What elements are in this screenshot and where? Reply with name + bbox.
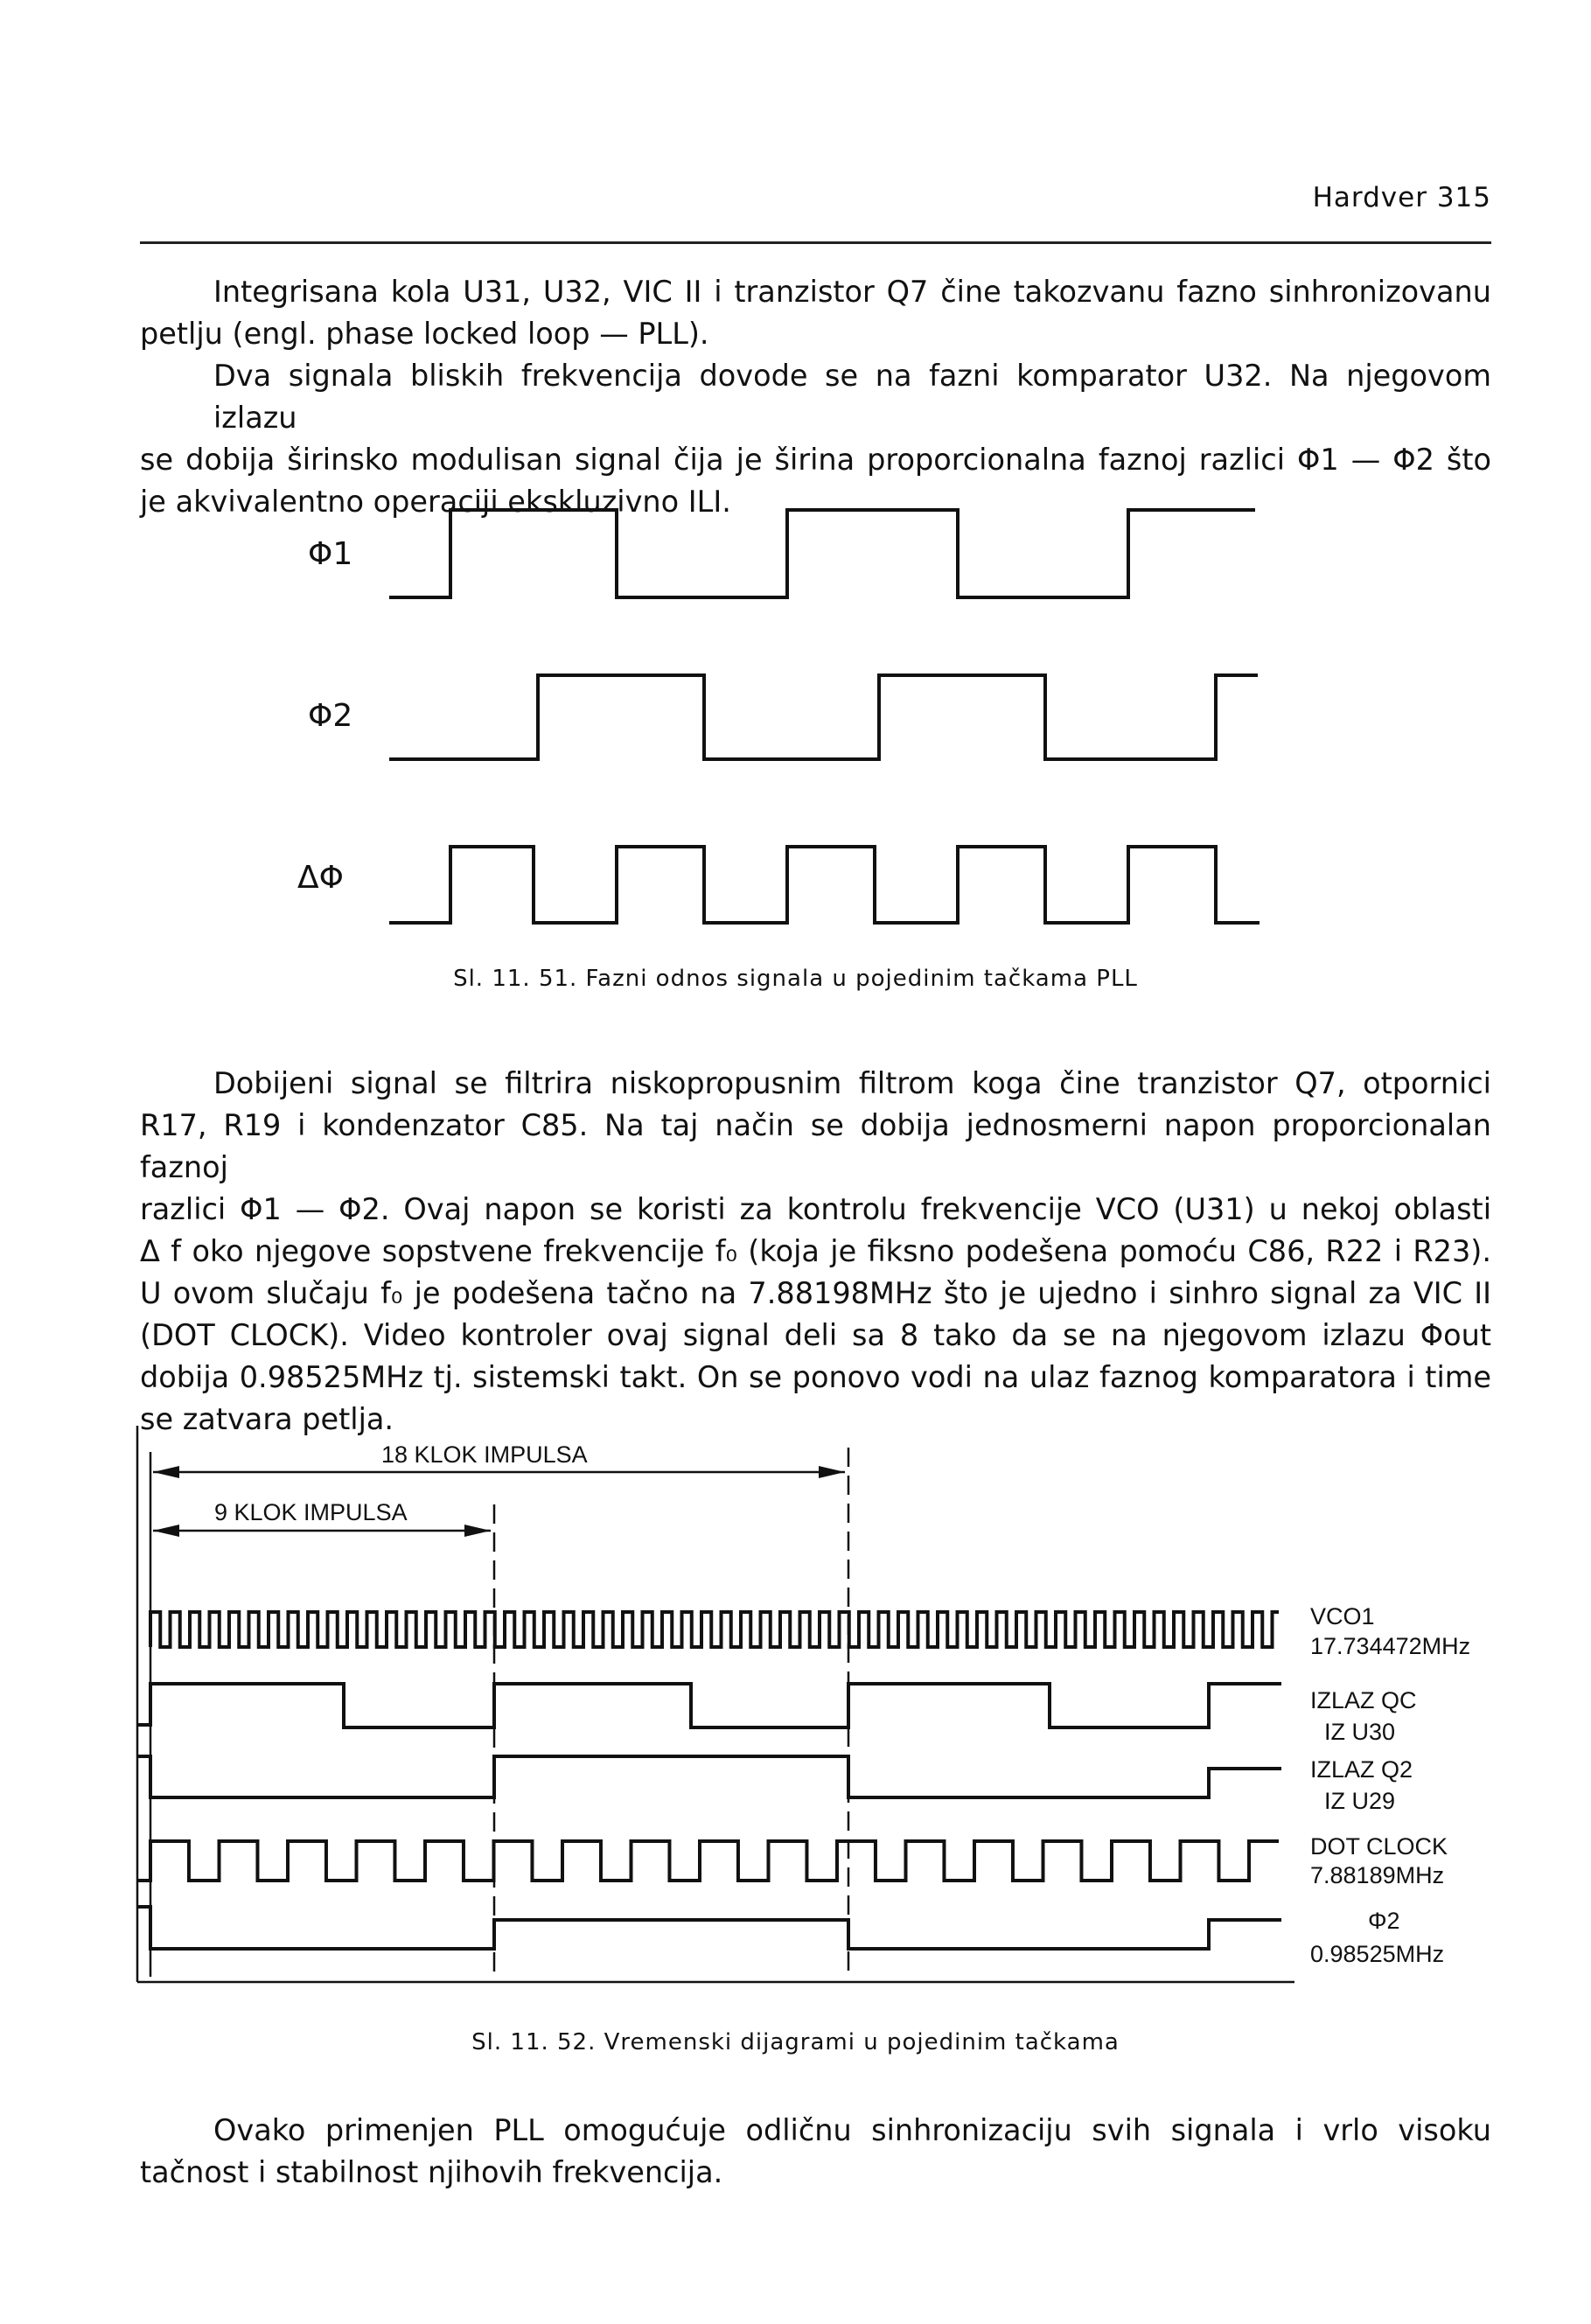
delta-phi-label: ΔΦ — [297, 860, 344, 896]
phi2-label: Φ2 — [308, 698, 353, 734]
izlaz-q2-label: IZLAZ Q2 — [1310, 1756, 1413, 1783]
paragraph-conclusion — [140, 2110, 1491, 2194]
text-line: Dva signala bliskih frekvencija dovode se na fazni komparator U32. Na njegovom izlazu — [213, 359, 1491, 435]
text-line: dobija 0.98525MHz tj. sistemski takt. On se ponovo vodi na ulaz faznog komparatora i time — [140, 1360, 1491, 1394]
phi1-waveform — [389, 510, 1255, 597]
izlaz-qc-source: IZ U30 — [1324, 1719, 1396, 1745]
phi2-signal-label: Φ2 — [1368, 1908, 1400, 1934]
text-line: se zatvara petlja. — [140, 1402, 394, 1436]
izlaz-qc-label: IZLAZ QC — [1310, 1687, 1417, 1713]
dot-clock-waveform — [137, 1841, 1279, 1881]
text-line: Δ f oko njegove sopstvene frekvencije f₀ (koja je fiksno podešena pomoću C86, R22 i R23). — [140, 1234, 1491, 1268]
text-line: U ovom slučaju f₀ je podešena tačno na 7.88198MHz što je ujedno i sinhro signal za VIC II — [140, 1276, 1491, 1310]
text-line: razlici Φ1 — Φ2. Ovaj napon se koristi za kontrolu frekvencije VCO (U31) u nekoj oblasti — [140, 1192, 1491, 1226]
arrowhead-left — [153, 1525, 179, 1537]
arrowhead-right — [464, 1525, 491, 1537]
span-18-label: 18 KLOK IMPULSA — [381, 1441, 588, 1468]
figure-11-52-caption: Sl. 11. 52. Vremenski dijagrami u pojedinim tačkama — [471, 2029, 1120, 2055]
delta-phi-waveform — [389, 847, 1260, 923]
dot-clock-label: DOT CLOCK — [1310, 1833, 1448, 1860]
text-line: R17, R19 i kondenzator C85. Na taj način se dobija jednosmerni napon proporcionalan faznoj — [140, 1108, 1491, 1184]
vco1-frequency: 17.734472MHz — [1310, 1633, 1471, 1659]
arrowhead-right — [819, 1466, 845, 1478]
vco1-waveform — [150, 1612, 1279, 1647]
figure-11-51-caption: Sl. 11. 51. Fazni odnos signala u pojedinim tačkama PLL — [453, 966, 1138, 992]
text-line: je akvivalentno operaciji ekskluzivno ILI. — [140, 485, 731, 519]
span-9-label: 9 KLOK IMPULSA — [214, 1499, 408, 1525]
figure-11-51 — [297, 510, 1260, 923]
izlaz-q2-waveform — [137, 1756, 1281, 1797]
phi2-waveform — [137, 1907, 1281, 1949]
izlaz-q2-source: IZ U29 — [1324, 1788, 1396, 1814]
phi2-frequency: 0.98525MHz — [1310, 1941, 1445, 1967]
text-line: Integrisana kola U31, U32, VIC II i tranzistor Q7 čine takozvanu fazno sinhronizovanu — [213, 275, 1491, 309]
phi2-waveform — [389, 675, 1258, 759]
vco1-label: VCO1 — [1310, 1603, 1375, 1630]
text-line: tačnost i stabilnost njihovih frekvencija. — [140, 2155, 723, 2189]
dot-clock-frequency: 7.88189MHz — [1310, 1862, 1445, 1888]
text-line: (DOT CLOCK). Video kontroler ovaj signal deli sa 8 tako da se na njegovom izlazu Φout — [140, 1318, 1491, 1352]
text-line: se dobija širinsko modulisan signal čija je širina proporcionalna faznoj razlici Φ1 — Φ2 što — [140, 443, 1491, 477]
arrowhead-left — [153, 1466, 179, 1478]
text-line: Dobijeni signal se filtrira niskopropusnim filtrom koga čine tranzistor Q7, otpornici — [213, 1066, 1491, 1100]
phi1-label: Φ1 — [308, 536, 353, 572]
text-line: Ovako primenjen PLL omogućuje odličnu sinhronizaciju svih signala i vrlo visoku — [213, 2113, 1491, 2147]
paragraph-filter — [140, 1063, 1491, 1441]
running-head: Hardver 315 — [1312, 182, 1491, 213]
text-line: petlju (engl. phase locked loop — PLL). — [140, 317, 709, 351]
izlaz-qc-waveform — [137, 1684, 1281, 1727]
figure-11-52 — [137, 1426, 1470, 1982]
